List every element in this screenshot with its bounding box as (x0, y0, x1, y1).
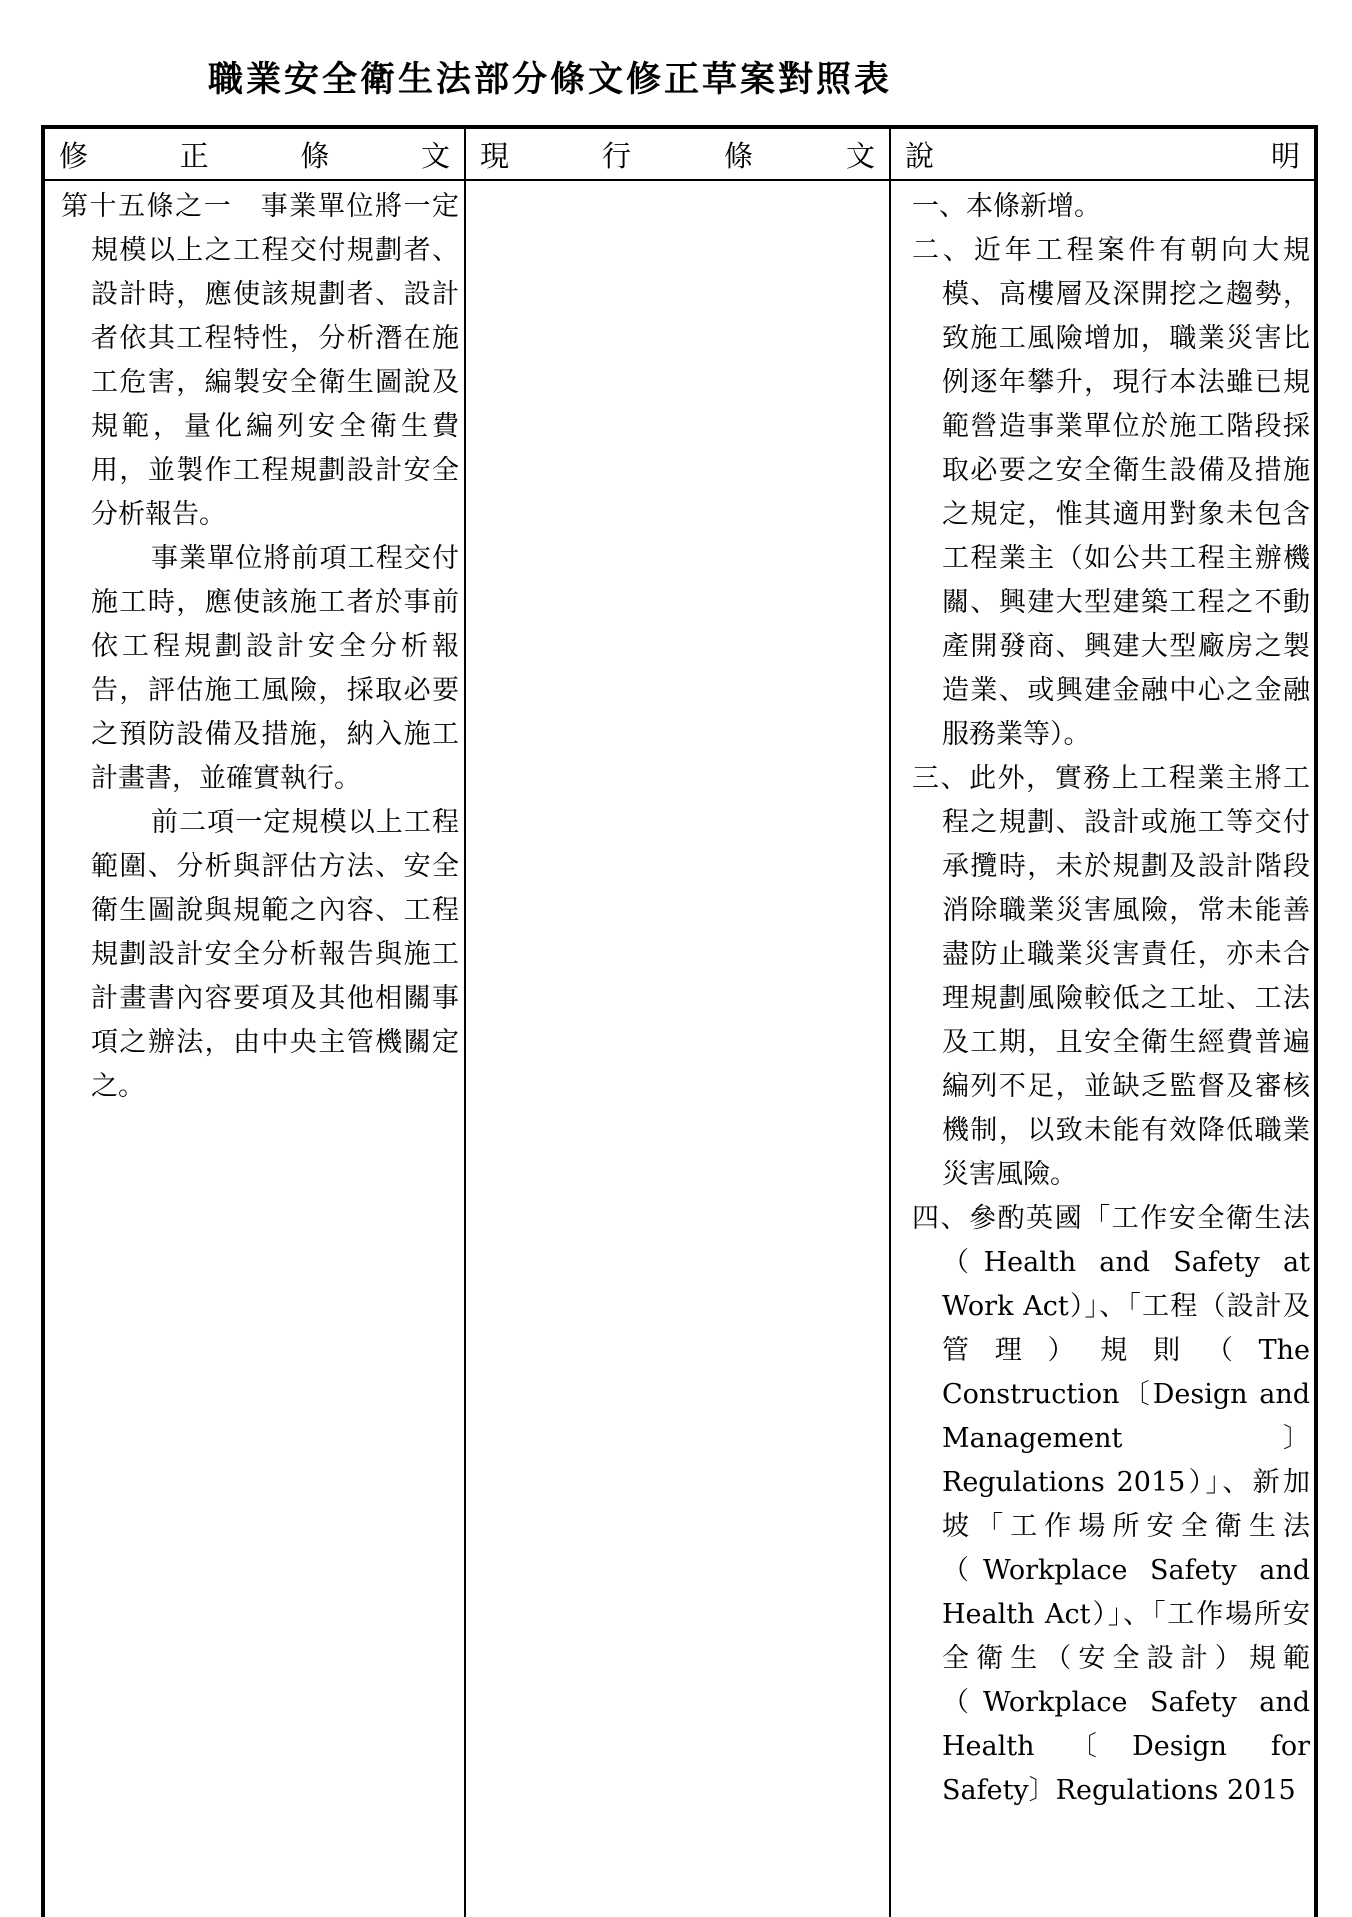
header-explanation (891, 129, 1314, 179)
header-char: 條 (300, 138, 330, 173)
header-char: 修 (59, 138, 89, 173)
page-title: 職業安全衛生法部分條文修正草案對照表 (207, 60, 892, 100)
column-divider (464, 129, 466, 1917)
header-char: 行 (601, 138, 631, 173)
column-divider (889, 129, 891, 1917)
explanation-item: 三、此外，實務上工程業主將工程之規劃、設計或施工等交付承攬時，未於規劃及設計階段消除職業災害風險，常未能善盡防止職業災害責任，亦未合理規劃風險較低之工址、工法及工期，且安全衛生經費普遍編列不足，並缺乏監督及審核機制，以致未能有效降低職業災害風險。 (912, 763, 1310, 1190)
explanation-item: 四、參酌英國「工作安全衛生法（Health and Safety at Work Act）」、「工程（設計及管理）規則（The Construction〔Design and Management〕Regulations 2015）」、新加坡「工作場所安全衛生法（Workplace Safety and Health Act）」、「工作場所安全衛生（安全設計）規範（Workplace Safety and Health〔Design for Safety〕Regulations 2015 (912, 1203, 1310, 1806)
header-char: 正 (179, 138, 209, 173)
article-paragraph: 第十五條之一 事業單位將一定規模以上之工程交付規劃者、設計時，應使該規劃者、設計者依其工程特性，分析潛在施工危害，編製安全衛生圖說及規範，量化編列安全衛生費用，並製作工程規劃設計安全分析報告。 (61, 191, 459, 530)
header-char: 明 (1270, 138, 1300, 173)
header-char: 說 (905, 138, 935, 173)
amended-text-cell (61, 185, 459, 1109)
header-char: 條 (723, 138, 753, 173)
explanation-item: 一、本條新增。 (912, 191, 1101, 222)
header-char: 文 (845, 138, 875, 173)
header-char: 文 (420, 138, 450, 173)
header-char: 現 (480, 138, 510, 173)
article-paragraph: 前二項一定規模以上工程範圍、分析與評估方法、安全衛生圖說與規範之內容、工程規劃設計安全分析報告與施工計畫書內容要項及其他相關事項之辦法，由中央主管機關定之。 (91, 807, 459, 1102)
article-paragraph: 事業單位將前項工程交付施工時，應使該施工者於事前依工程規劃設計安全分析報告，評估施工風險，採取必要之預防設備及措施，納入施工計畫書，並確實執行。 (91, 543, 459, 794)
header-amended-text (45, 129, 464, 179)
explanation-item: 二、近年工程案件有朝向大規模、高樓層及深開挖之趨勢，致施工風險增加，職業災害比例逐年攀升，現行本法雖已規範營造事業單位於施工階段採取必要之安全衛生設備及措施之規定，惟其適用對象未包含工程業主（如公共工程主辦機關、興建大型建築工程之不動產開發商、興建大型廠房之製造業、或興建金融中心之金融服務業等）。 (912, 235, 1310, 750)
explanation-cell (912, 185, 1310, 1813)
comparison-table (41, 125, 1318, 1917)
header-divider (45, 179, 1314, 181)
header-current-text (466, 129, 889, 179)
